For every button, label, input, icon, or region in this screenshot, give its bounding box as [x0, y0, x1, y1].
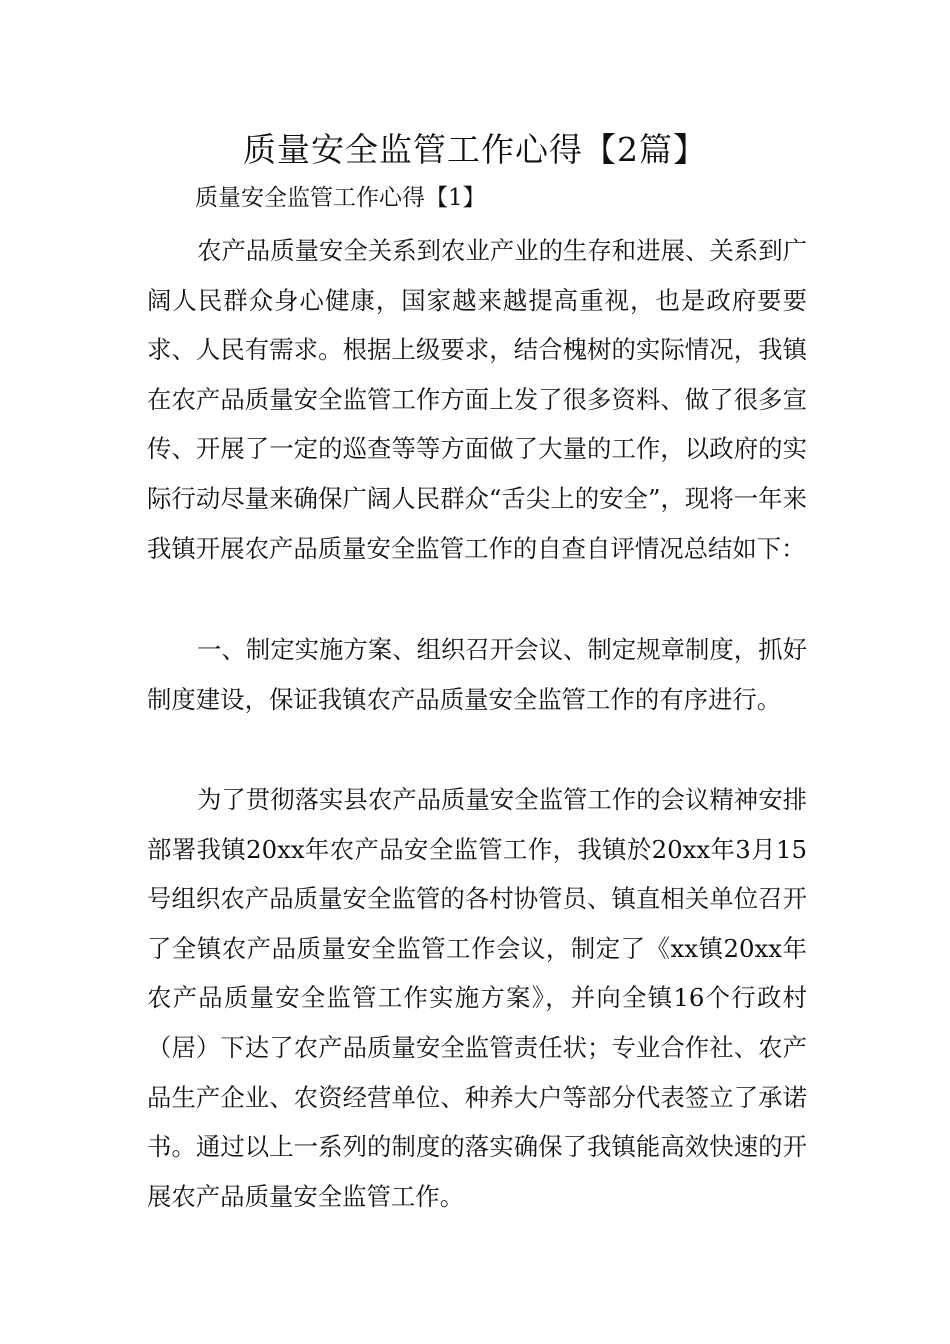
body-paragraph: 农产品质量安全关系到农业产业的生存和进展、关系到广阔人民群众身心健康，国家越来越提高重视，也是政府要要求、人民有需求。根据上级要求，结合槐树的实际情况，我镇在农产品质量安全监管工作方面上发了很多资料、做了很多宣传、开展了一定的巡查等等方面做了大量的工作，以政府的实际行动尽量来确保广阔人民群众“舌尖上的安全”，现将一年来我镇开展农产品质量安全监管工作的自查自评情况总结如下：: [147, 236, 807, 563]
body-paragraph: 为了贯彻落实县农产品质量安全监管工作的会议精神安排部署我镇20xx年农产品安全监管工作，我镇於20xx年3月15号组织农产品质量安全监管的各村协管员、镇直相关单位召开了全镇农产品质量安全监管工作会议，制定了《xx镇20xx年农产品质量安全监管工作实施方案》，并向全镇16个行政村（居）下达了农产品质量安全监管责任状；专业合作社、农产品生产企业、农资经营单位、种养大户等部分代表签立了承诺书。通过以上一系列的制度的落实确保了我镇能高效快速的开展农产品质量安全监管工作。: [147, 785, 807, 1211]
section-heading: 质量安全监管工作心得【1】: [195, 185, 486, 211]
body-paragraph: 一、制定实施方案、组织召开会议、制定规章制度，抓好制度建设，保证我镇农产品质量安全监管工作的有序进行。: [147, 635, 807, 714]
document-title: 质量安全监管工作心得【2篇】: [243, 130, 707, 169]
